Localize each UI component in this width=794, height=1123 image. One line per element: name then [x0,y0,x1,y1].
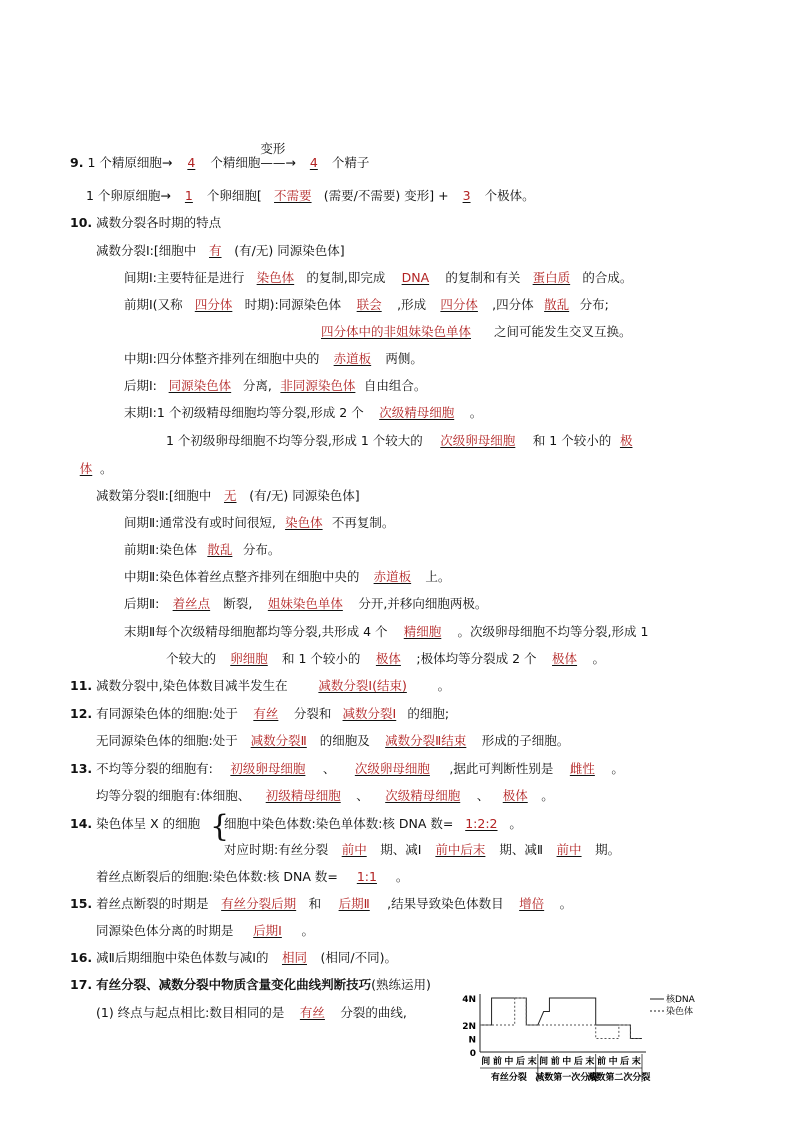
q10-metaphase2: 中期Ⅱ:染色体着丝点整齐排列在细胞中央的 赤道板 上。 [124,569,451,584]
legend-label: 染色体 [666,1007,694,1017]
q12-line2: 无同源染色体的细胞:处于 减数分裂Ⅱ 的细胞及 减数分裂Ⅱ结束 形成的子细胞。 [96,733,570,748]
q10-prophase1: 前期Ⅰ(又称 四分体 时期):同源染色体 联会 ,形成 四分体 ,四分体 散乱 分布; [124,297,609,312]
q10-metaphase1: 中期Ⅰ:四分体整齐排列在细胞中央的 赤道板 两侧。 [124,351,423,366]
q10-telophase2: 末期Ⅱ每个次级精母细胞都均等分裂,共形成 4 个 精细胞 。次级卵母细胞不均等分裂,形成 1 [124,624,649,639]
stage-label: 末 [527,1057,537,1067]
q10-prophase1-cont: 四分体中的非姐妹染色单体 之间可能发生交叉互换。 [320,324,632,339]
dna-chromosome-chart [452,990,722,1090]
q10-prophase2: 前期Ⅱ:染色体 散乱 分布。 [124,542,281,557]
q16: 16. 减Ⅱ后期细胞中染色体数与减Ⅰ的 相同 (相同/不同)。 [70,950,397,965]
group-label: 有丝分裂 [490,1073,527,1083]
stage-label: 前 [596,1057,607,1067]
group-label: 减数第二次分裂 [587,1073,651,1083]
stage-label: 前 [492,1057,502,1067]
q12-line1: 12. 有同源染色体的细胞:处于 有丝 分裂和 减数分裂Ⅰ 的细胞; [70,706,450,721]
q15-line1: 15. 着丝点断裂的时期是 有丝分裂后期 和 后期Ⅱ ,结果导致染色体数目 增倍 。 [70,896,573,911]
q10-telophase2-cont: 个较大的 卵细胞 和 1 个较小的 极体 ;极体均等分裂成 2 个 极体 。 [166,651,606,666]
q14-line3: 着丝点断裂后的细胞:染色体数:核 DNA 数= 1:1 。 [96,869,409,884]
stage-label: 中 [608,1057,618,1067]
q17-line1: (1) 终点与起点相比:数目相同的是 有丝 分裂的曲线, [96,1005,407,1020]
stage-label: 前 [550,1057,560,1067]
series-line-1 [480,998,642,1039]
q9-line1: 9. 1 个精原细胞→ 4 个精细胞 变形 ——→ 4 个精子 [70,141,370,170]
q15-line2: 同源染色体分离的时期是 后期Ⅰ 。 [96,923,315,938]
stage-label: 间 [539,1057,549,1067]
series-line-0 [480,998,642,1039]
y-tick-label: N [468,1035,476,1046]
stage-label: 末 [631,1057,641,1067]
y-tick-label: 2N [462,1022,476,1032]
group-label: 减数第一次分裂 [535,1073,599,1083]
q11: 11. 减数分裂中,染色体数目减半发生在 减数分裂Ⅰ(结束) 。 [70,678,451,693]
q14-periods: 对应时期:有丝分裂 前中 期、减Ⅰ 前中后末 期、减Ⅱ 前中 期。 [224,842,621,857]
legend-label: 核DNA [666,995,695,1005]
q10-meiosis1: 减数分裂Ⅰ:[细胞中 有 (有/无) 同源染色体] [96,243,345,258]
stage-label: 中 [504,1057,514,1067]
q10-meiosis2: 减数第分裂Ⅱ:[细胞中 无 (有/无) 同源染色体] [96,488,360,503]
q10-interphase2: 间期Ⅱ:通常没有或时间很短, 染色体 不再复制。 [124,515,395,530]
transform-arrow: 变形 ——→ [260,141,296,170]
stage-label: 间 [481,1057,491,1067]
stage-label: 中 [562,1057,572,1067]
q17-title: 17. 有丝分裂、减数分裂中物质含量变化曲线判断技巧(熟练运用) [70,977,431,992]
q14-line1: 14. 染色体呈 X 的细胞 [70,816,201,831]
q10-interphase1: 间期Ⅰ:主要特征是进行 染色体 的复制,即完成 DNA 的复制和有关 蛋白质 的合成。 [124,270,633,285]
q10-anaphase2: 后期Ⅱ: 着丝点 断裂, 姐妹染色单体 分开,并移向细胞两极。 [124,596,488,611]
stage-label: 后 [573,1057,583,1067]
q14-ratio: 细胞中染色体数:染色单体数:核 DNA 数= 1:2:2 。 [224,816,522,831]
q10-title: 10. 减数分裂各时期的特点 [70,215,222,230]
q10-telophase1-egg-cont: 体 。 [79,461,113,476]
stage-label: 后 [620,1057,630,1067]
q9-line2: 1 个卵原细胞→ 1 个卵细胞[ 不需要 (需要/不需要) 变形] + 3 个极体。 [86,188,535,203]
y-tick-label: 4N [462,995,476,1005]
y-tick-label: 0 [469,1049,476,1059]
q10-telophase1: 末期Ⅰ:1 个初级精母细胞均等分裂,形成 2 个 次级精母细胞 。 [124,405,483,420]
stage-label: 后 [515,1057,526,1067]
q10-telophase1-egg: 1 个初级卵母细胞不均等分裂,形成 1 个较大的 次级卵母细胞 和 1 个较小的 极 [166,433,633,448]
q13-line1: 13. 不均等分裂的细胞有: 初级卵母细胞 、 次级卵母细胞 ,据此可判断性别是 雌性 。 [70,761,624,776]
curly-brace: { [210,809,230,844]
q10-anaphase1: 后期Ⅰ: 同源染色体 分离, 非同源染色体 自由组合。 [124,378,427,393]
q13-line2: 均等分裂的细胞有:体细胞、 初级精母细胞 、 次级精母细胞 、 极体 。 [96,788,554,803]
stage-label: 末 [585,1057,595,1067]
